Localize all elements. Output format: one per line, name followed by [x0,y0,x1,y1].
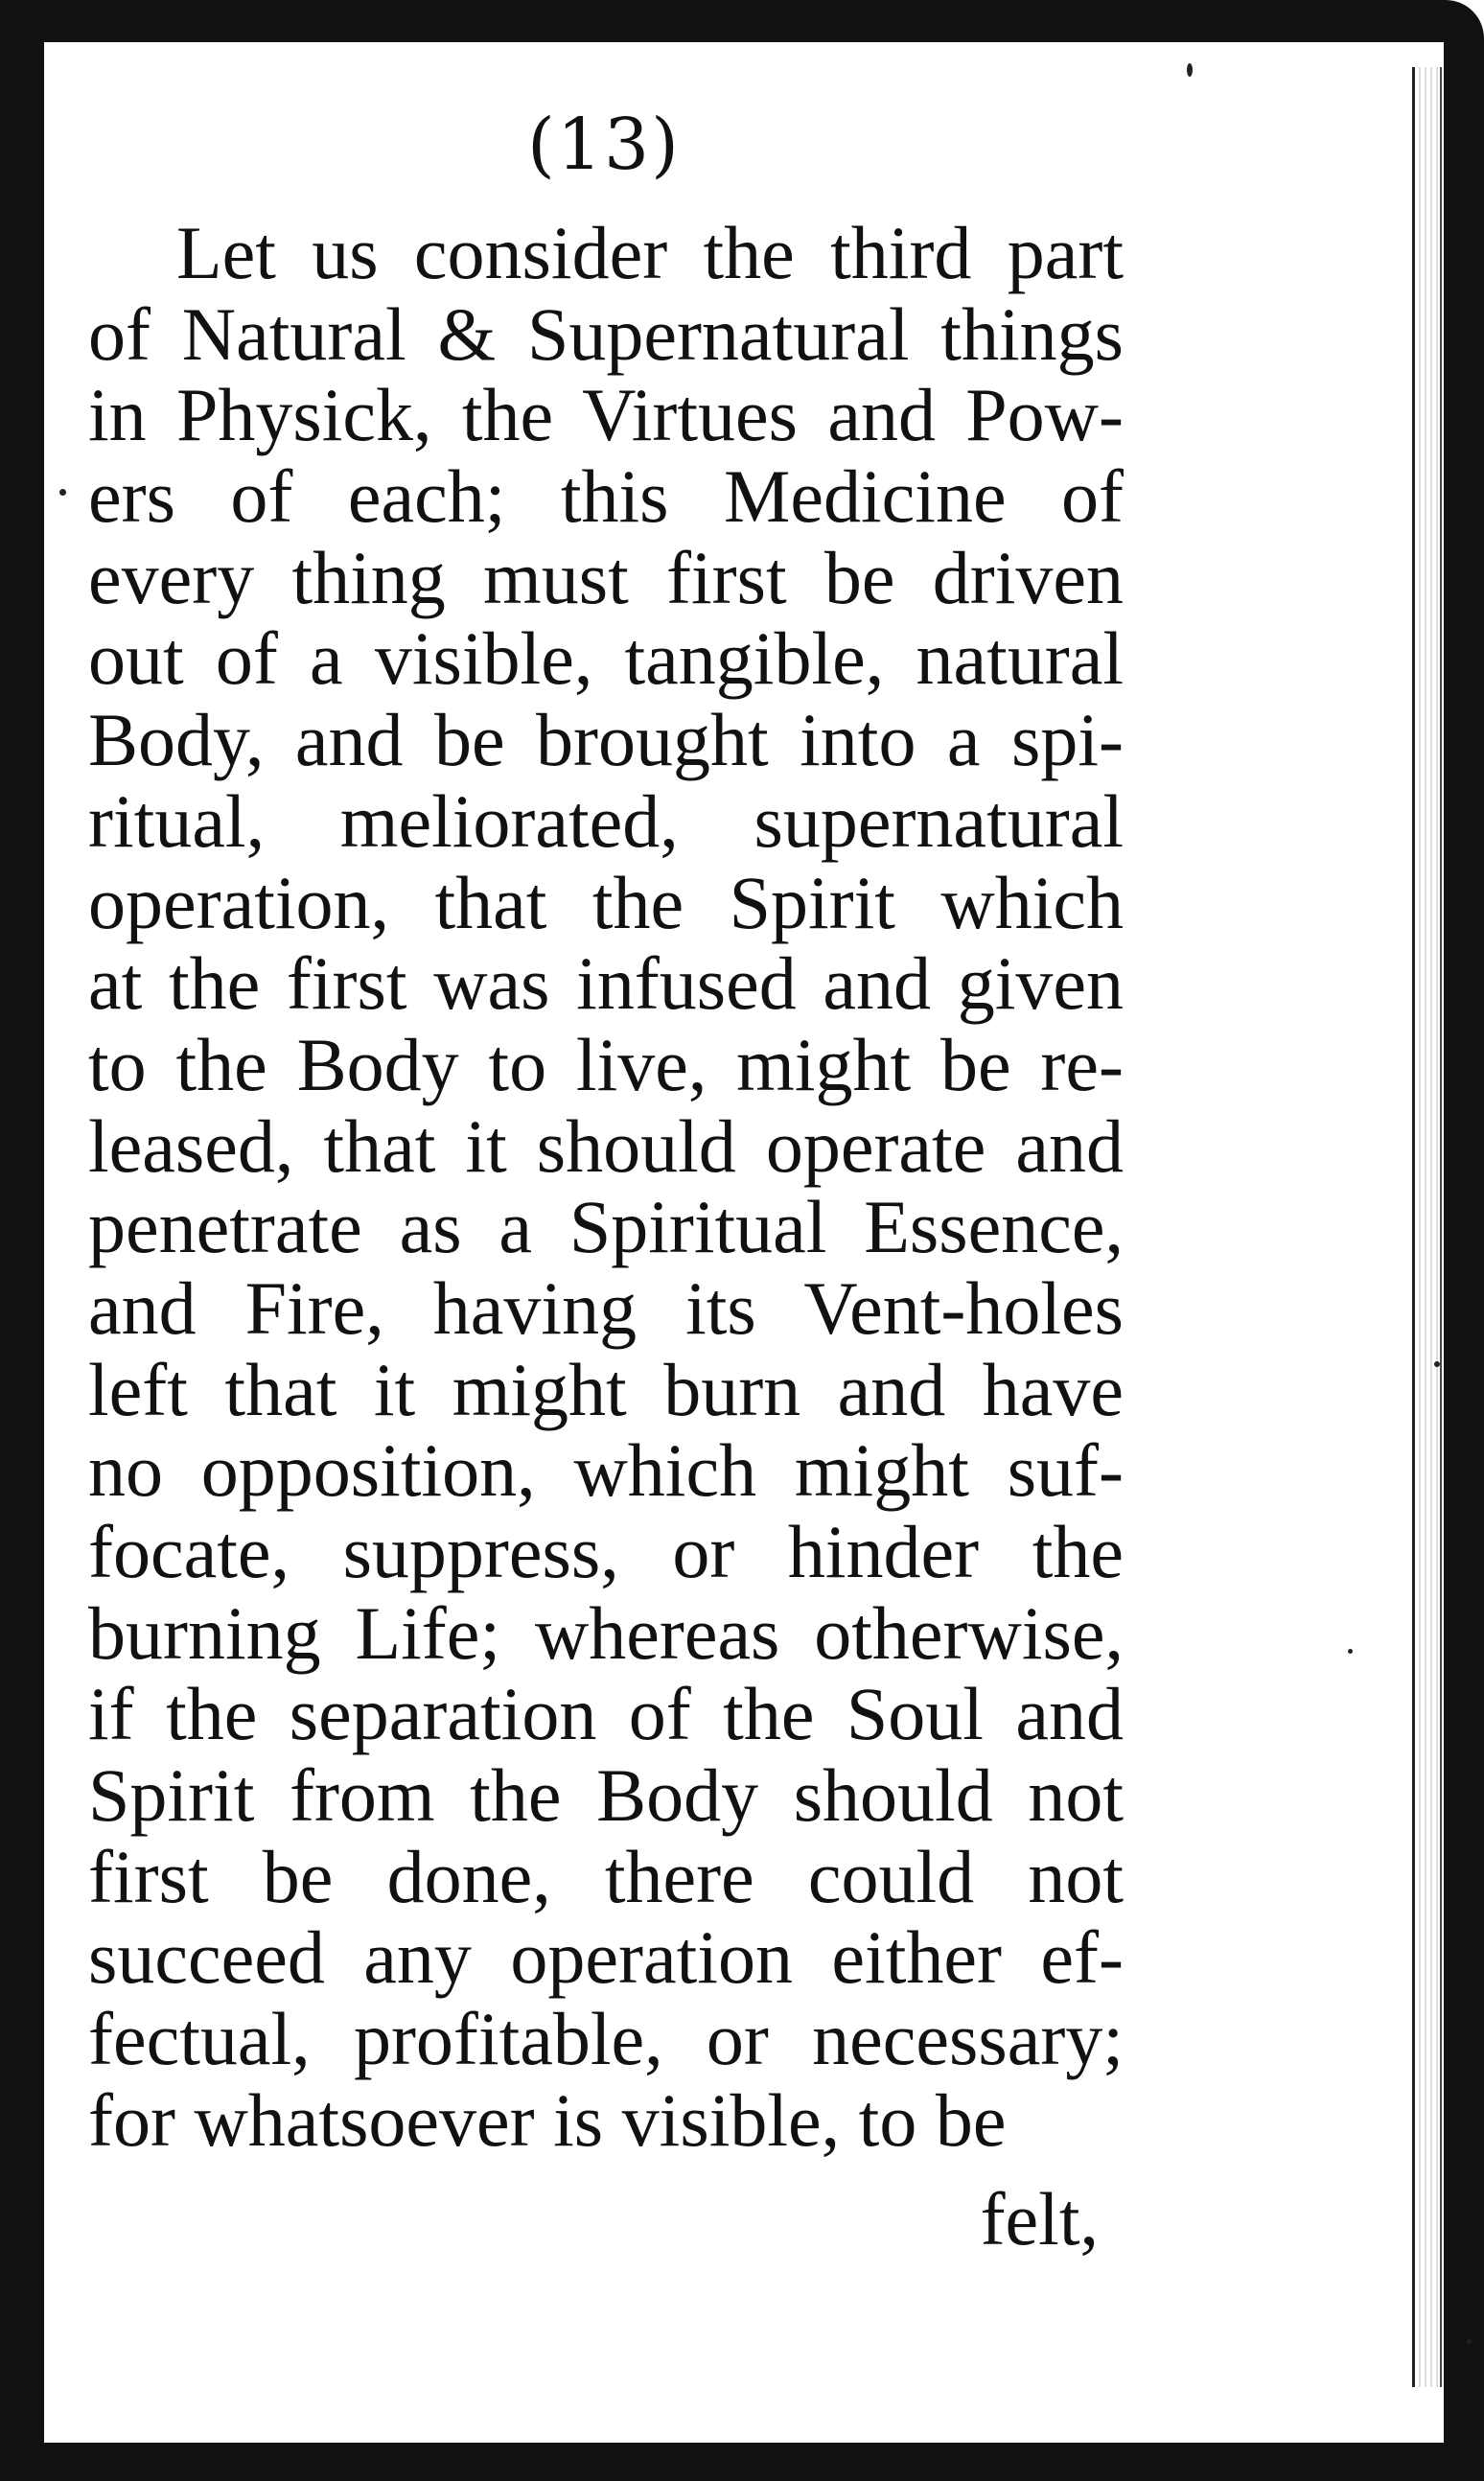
text-line: operation, that the Spirit which [88,860,1124,944]
text-line: and Fire, having its Vent-holes [88,1265,1124,1350]
speck-mark [1348,1649,1353,1654]
body-text [88,213,1124,2162]
text-line: ers of each; this Medicine of [88,454,1124,539]
text-line: Let us consider the third part [176,211,1124,294]
page-number: (13) [527,104,681,186]
text-line: out of a visible, tangible, natural [88,616,1124,701]
page-edge [1412,67,1442,2387]
speck-mark [59,489,66,496]
text-line: in Physick, the Virtues and Pow- [88,373,1124,457]
text-line: at the first was infused and given [88,941,1124,1026]
text-line: penetrate as a Spiritual Essence, [88,1185,1124,1269]
text-line: if the separation of the Soul and [88,1672,1124,1756]
text-line: of Natural & Supernatural things [88,291,1124,376]
text-line: ritual, meliorated, supernatural [88,778,1124,863]
text-line: Spirit from the Body should not [88,1753,1124,1838]
text-line: burning Life; whereas otherwise, [88,1590,1124,1675]
text-line: leased, that it should operate and [88,1103,1124,1188]
text-line: Body, and be brought into a spi- [88,698,1124,782]
text-line: every thing must first be driven [88,535,1124,619]
speck-mark [1467,2339,1472,2344]
text-line: first be done, there could not [88,1834,1124,1918]
text-line: focate, suppress, or hinder the [88,1510,1124,1593]
speck-mark [1434,1361,1440,1367]
text-line: no opposition, which might suf- [88,1428,1124,1513]
speck-mark [1187,63,1193,77]
text-line: succeed any operation either ef- [88,1915,1124,2000]
text-line: left that it might burn and have [88,1347,1124,1431]
text-line: fectual, profitable, or necessary; [88,1997,1124,2081]
text-line: to the Body to live, might be re- [88,1022,1124,1106]
catchword: felt, [980,2177,1099,2261]
text-line: for whatsoever is visible, to be [88,2077,1007,2162]
